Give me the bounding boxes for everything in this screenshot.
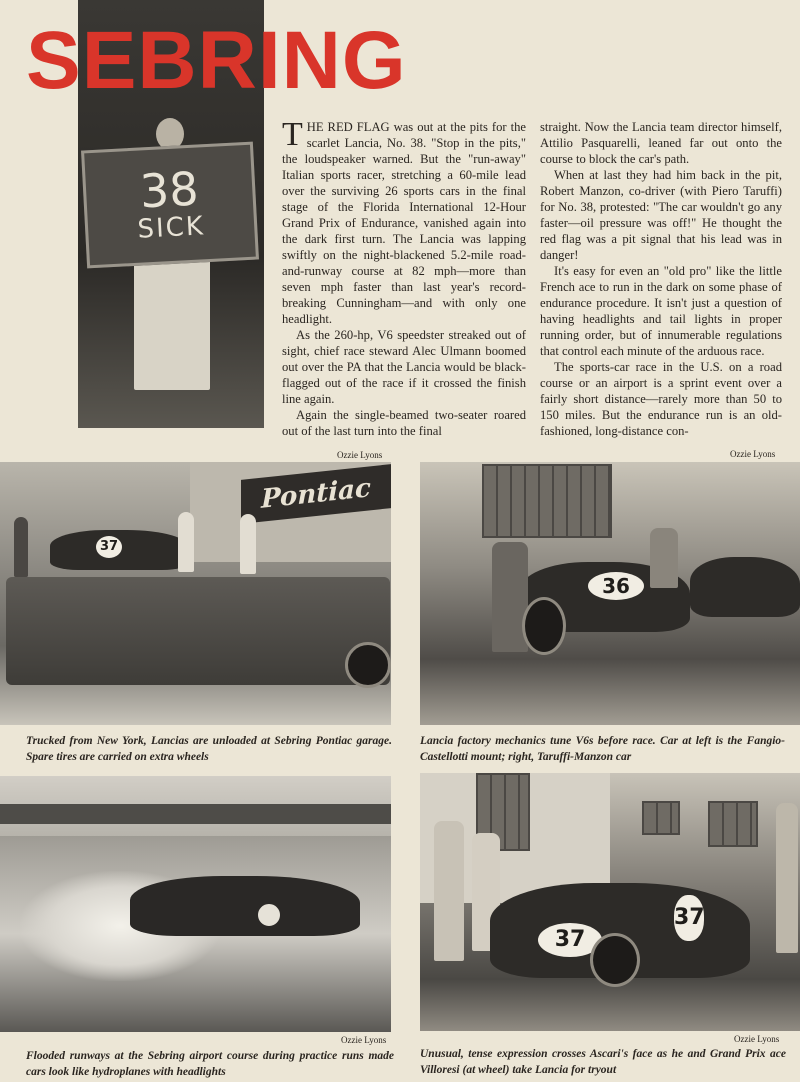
photo-caption: Unusual, tense expression crosses Ascari's face as he and Grand Prix ace Villoresi (at wheel) take Lancia for tryout — [420, 1048, 786, 1076]
worker-figure — [178, 512, 194, 572]
drop-cap: T — [282, 116, 303, 153]
article-paragraph: straight. Now the Lancia team director himself, Attilio Pasquarelli, leaned far out onto the course to block the car's path. — [540, 120, 782, 166]
photo-credit: Ozzie Lyons — [337, 450, 383, 460]
garage-window — [642, 801, 680, 835]
article-paragraph: Again the single-beamed two-seater roared out of the last turn into the final — [282, 408, 526, 438]
photo-caption: Trucked from New York, Lancias are unloaded at Sebring Pontiac garage. Spare tires are carried on extra wheels — [26, 735, 392, 763]
photo-caption: Flooded runways at the Sebring airport course during practice runs made cars look like hydroplanes with headlights — [26, 1050, 394, 1078]
bystander-figure — [776, 803, 798, 953]
worker-figure — [14, 517, 28, 577]
pontiac-sign: Pontiac — [241, 464, 391, 524]
photo-truck-unloading — [0, 462, 391, 725]
photo-ascari-villoresi — [420, 773, 800, 1031]
photo-credit: Ozzie Lyons — [730, 449, 776, 459]
race-car — [130, 876, 360, 936]
car-wheel — [590, 933, 640, 987]
car-wheel — [522, 597, 566, 655]
car-number: 37 — [538, 923, 602, 957]
pit-sign — [81, 142, 259, 269]
article-paragraph: As the 260-hp, V6 speedster streaked out of sight, chief race steward Alec Ulmann boomed out over the PA that the Lancia would be black-flagged out of the race if it crossed the finish line again. — [282, 328, 526, 406]
pit-sign-text: SICK — [136, 211, 206, 245]
article-paragraph-text: HE RED FLAG was out at the pits for the scarlet Lancia, No. 38. "Stop in the pits," the loudspeaker warned. But the "run-away" Italian sports racer, stretching a 60-mile lead over the surviving 26 sports cars in the final stage of the Florida International 12-Hour Grand Prix of Endurance, vanished again into the dark first turn. The Lancia was lapping swiftly on the night-blackened 5.2-mile road-and-runway course at 82 mph—more than seven mph faster than last year's record-breaking Cunningham—and with only one headlight. — [282, 120, 526, 326]
photo-credit: Ozzie Lyons — [341, 1035, 387, 1045]
article-column-1 — [282, 116, 526, 439]
garage-window — [708, 801, 758, 847]
article-paragraph: The sports-car race in the U.S. on a road course or an airport is a sprint event over a fairly short distance—rarely more than 50 to 150 miles. But the endurance run is an old-fashioned, long-distance con- — [540, 360, 782, 438]
article-title: SEBRING — [26, 15, 407, 106]
article-paragraph: When at last they had him back in the pit, Robert Manzon, co-driver (with Piero Taruffi) for No. 38, protested: "The car wouldn't go any faster—oil pressure was off!" He thought the red flag was a pit signal that his lead was in danger! — [540, 168, 782, 262]
pit-sign-number: 38 — [138, 161, 200, 219]
car-transporter-truck — [6, 577, 390, 685]
mechanic-figure — [134, 255, 210, 390]
car-number: 37 — [96, 536, 122, 558]
bystander-figure — [434, 821, 464, 961]
photo-mechanics — [420, 462, 800, 725]
mechanic-figure — [650, 528, 678, 588]
race-car — [50, 530, 190, 570]
truck-wheel — [345, 642, 391, 688]
article-paragraph: It's easy for even an "old pro" like the little French ace to run in the dark on some phase of endurance procedure. It isn't just a question of having headlights and tail lights in proper running order, but of innumerable regulations that control each minute of the arduous race. — [540, 264, 782, 358]
photo-flooded-runway — [0, 776, 391, 1032]
article-column-2 — [540, 119, 782, 439]
car-headlight — [255, 901, 283, 929]
garage-window — [482, 464, 612, 538]
race-car — [690, 557, 800, 617]
worker-figure — [240, 514, 256, 574]
car-number-side: 37 — [674, 895, 704, 941]
article-paragraph — [282, 116, 526, 327]
photo-credit: Ozzie Lyons — [734, 1034, 780, 1044]
photo-caption: Lancia factory mechanics tune V6s before race. Car at left is the Fangio-Castellotti mount; right, Taruffi-Manzon car — [420, 735, 785, 763]
car-number: 36 — [588, 572, 644, 600]
treeline — [0, 804, 391, 824]
